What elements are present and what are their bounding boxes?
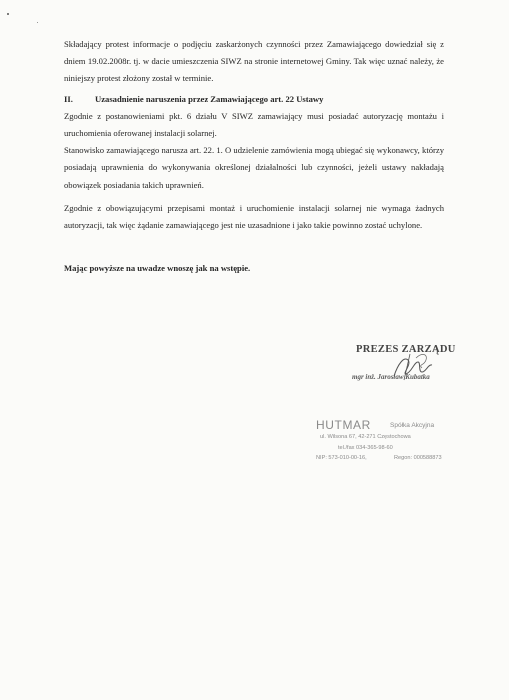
document-body <box>64 36 444 277</box>
stamp-nip: NIP: 573-010-00-16, <box>316 455 367 461</box>
paragraph-timeliness: Składający protest informacje o podjęciu zaskarżonych czynności przez Zamawiającego dowiedział się z dniem 19.02.2008r. tj. w dacie umieszczenia SIWZ na stronie internetowej Gminy. Tak więc uznać należy, że niniejszy protest złożony został w terminie. <box>64 39 444 84</box>
closing-statement: Mając powyższe na uwadze wnoszę jak na wstępie. <box>64 263 251 274</box>
stamp-regon: Regon: 000588873 <box>394 455 442 461</box>
section-title: Uzasadnienie naruszenia przez Zamawiającego art. 22 Ustawy <box>95 93 324 104</box>
scan-speck <box>7 13 9 15</box>
stamp-address: ul. Wilsona 67, 42-271 Częstochowa <box>320 434 411 440</box>
paragraph-conclusion: Zgodnie z obowiązującymi przepisami montaż i uruchomienie instalacji solarnej nie wymaga żadnych autoryzacji, tak więc żądanie zamawiającego jest nie uzasadnione i jako takie powinno zostać uchylone. <box>64 202 444 231</box>
paragraph-siwz-requirement: Zgodnie z postanowieniami pkt. 6 działu V SIWZ zamawiający musi posiadać autoryzację montażu i uruchomienia oferowanej instalacji solarnej. <box>64 110 444 139</box>
stamp-company-type: Spółka Akcyjna <box>390 422 435 429</box>
signature-title: PREZES ZARZĄDU <box>356 344 456 355</box>
stamp-company-name: HUTMAR <box>316 418 371 432</box>
stamp-phone: tel./fax 034-365-98-60 <box>338 445 393 451</box>
section-number: II. <box>64 93 73 104</box>
signer-name: mgr inż. Jarosław Kubatka <box>352 373 430 381</box>
scan-speck <box>37 22 38 23</box>
paragraph-art22: Stanowisko zamawiającego narusza art. 22. 1. O udzielenie zamówienia mogą ubiegać się wykonawcy, którzy posiadają uprawnienia do wykonywania określonej działalności lub czynności, jeżeli ustawy nakładają obowiązek posiadania takich uprawnień. <box>64 145 444 190</box>
section-heading <box>64 91 444 108</box>
